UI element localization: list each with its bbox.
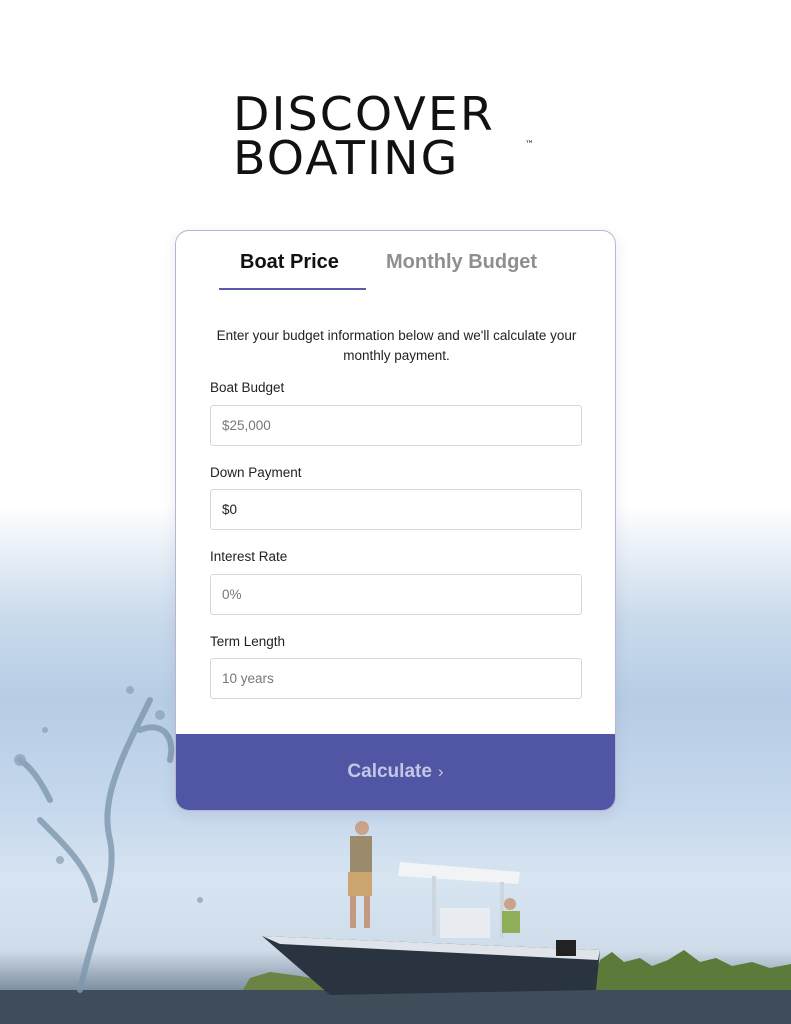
calculator-instructions: Enter your budget information below and we'll calculate your monthly payment. (216, 328, 577, 363)
interest-rate-input[interactable]: 0% (210, 574, 582, 615)
logo-line-2: BOATING (233, 131, 460, 185)
boat (262, 862, 600, 995)
term-length-input[interactable]: 10 years (210, 658, 582, 699)
discover-boating-logo (233, 87, 563, 185)
down-payment-input[interactable]: $0 (210, 489, 582, 530)
interest-rate-label: Interest Rate (210, 549, 288, 564)
calculator-tabs (176, 231, 615, 291)
boat-budget-label: Boat Budget (210, 380, 285, 395)
angler-standing (348, 821, 372, 928)
water-surface (0, 990, 791, 1024)
water-splash (20, 700, 171, 990)
calculate-button[interactable] (176, 734, 615, 810)
term-length-label: Term Length (210, 634, 286, 649)
tab-monthly-budget[interactable]: Monthly Budget (386, 251, 538, 273)
trademark-symbol: ™ (525, 140, 534, 150)
down-payment-label: Down Payment (210, 465, 302, 480)
active-tab-indicator (219, 288, 366, 290)
shoreline-trees (240, 950, 791, 995)
person-seated (502, 898, 520, 933)
boat-budget-input[interactable]: $25,000 (210, 405, 582, 446)
loan-calculator-card (175, 230, 616, 811)
calculate-label: Calculate (347, 761, 432, 782)
logo-line-1: DISCOVER (233, 87, 495, 141)
tab-boat-price[interactable]: Boat Price (240, 251, 339, 273)
chevron-right-icon: › (437, 762, 444, 781)
